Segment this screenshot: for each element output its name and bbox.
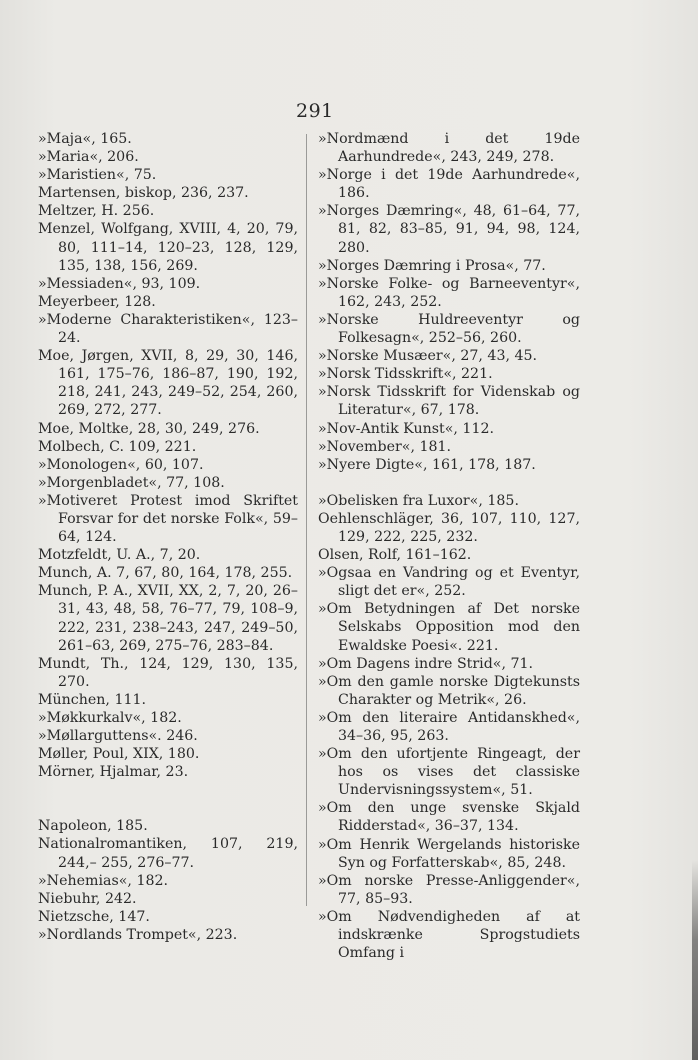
index-entry: Munch, A. 7, 67, 80, 164, 178, 255. [38,565,293,582]
index-entry: »Maja«, 165. [38,131,132,147]
index-entry: Nationalromantiken, 107, 219, 244,– 255, 276–77. [38,836,298,871]
page-number: 291 [296,100,334,122]
index-entry: »Nehemias«, 182. [38,872,169,889]
index-entry: »Nordmænd i det 19de Aarhundrede«, 243, 249, 278. [318,131,580,166]
section-gap [38,781,298,817]
index-entry: »Om norske Presse-Anliggender«, 77, 85–93. [318,872,580,907]
index-entry: »Ogsaa en Vandring og et Eventyr, sligt det er«, 252. [318,565,580,600]
index-entry: Menzel, Wolfgang, XVIII, 4, 20, 79, 80, 111–14, 120–23, 128, 129, 135, 138, 156, 269. [38,221,298,274]
index-entry: Moe, Moltke, 28, 30, 249, 276. [38,420,260,437]
index-entry: »Norske Huldreeventyr og Folkesagn«, 252–56, 260. [318,311,580,347]
index-entry: »Norges Dæmring i Prosa«, 77. [318,257,546,274]
index-entry: »Obelisken fra Luxor«, 185. [318,492,519,509]
index-entry: Niebuhr, 242. [38,890,137,907]
index-entry: »Morgenbladet«, 77, 108. [38,474,225,491]
index-entry: »Maristien«, 75. [38,167,157,184]
index-entry: Mörner, Hjalmar, 23. [38,764,189,781]
column-divider [306,134,307,906]
index-entry: Nietzsche, 147. [38,908,150,925]
index-entry: »Norge i det 19de Aarhundrede«, 186. [318,167,580,202]
section-gap [318,474,580,492]
index-entry: München, 111. [38,691,147,708]
index-column-right [318,130,580,962]
index-entry: »November«, 181. [318,438,452,455]
index-entry: Napoleon, 185. [38,818,148,835]
index-entry: »Møllarguttens«. 246. [38,728,198,745]
index-entry: »Om Henrik Wergelands historiske Syn og Forfatterskab«, 85, 248. [318,836,580,871]
index-entry: Martensen, biskop, 236, 237. [38,185,249,202]
index-entry: »Nyere Digte«, 161, 178, 187. [318,456,536,473]
index-entry: Munch, P. A., XVII, XX, 2, 7, 20, 26–31, 43, 48, 58, 76–77, 79, 108–9, 222, 231, 238–243, 247, 249–50, 261–63, 269, 275–76, 283–84. [38,583,298,654]
index-entry: »Messiaden«, 93, 109. [38,275,201,292]
index-entry: »Norsk Tidsskrift for Videnskab og Literatur«, 67, 178. [318,384,580,419]
index-entry: Molbech, C. 109, 221. [38,438,197,455]
index-entry: »Om Betydningen af Det norske Selskabs Opposition mod den Ewaldske Poesi«. 221. [318,601,580,654]
index-entry: Meyerbeer, 128. [38,293,156,310]
index-entry: Møller, Poul, XIX, 180. [38,746,200,763]
index-entry: »Om den unge svenske Skjald Ridderstad«, 36–37, 134. [318,800,580,835]
index-entry: »Om den ufortjente Ringeagt, der hos os vises det classiske Undervisningssystem«, 51. [318,746,580,799]
index-entry: Oehlenschläger, 36, 107, 110, 127, 129, 222, 225, 232. [318,510,580,545]
index-entry: »Nov-Antik Kunst«, 112. [318,420,495,437]
index-entry: »Om Nødvendigheden af at indskrænke Sprogstudiets Omfang i [318,908,580,962]
index-column-left [38,130,298,944]
index-entry: Moe, Jørgen, XVII, 8, 29, 30, 146, 161, 175–76, 186–87, 190, 192, 218, 241, 243, 249–52, 254, 260, 269, 272, 277. [38,348,298,419]
index-entry: Olsen, Rolf, 161–162. [318,547,472,564]
index-entry: »Monologen«, 60, 107. [38,456,204,473]
page-edge-shadow [692,860,698,1060]
index-entry: »Motiveret Protest imod Skriftet Forsvar for det norske Folk«, 59–64, 124. [38,492,298,546]
index-entry: »Møkkurkalv«, 182. [38,710,182,726]
index-entry: »Moderne Charakteristiken«, 123–24. [38,311,298,347]
index-entry: »Norske Folke- og Barneeventyr«, 162, 243, 252. [318,275,580,310]
index-entry: »Norske Musæer«, 27, 43, 45. [318,348,538,365]
index-entry: »Norges Dæmring«, 48, 61–64, 77, 81, 82, 83–85, 91, 94, 98, 124, 280. [318,203,580,256]
index-entry: Meltzer, H. 256. [38,203,155,220]
index-entry: »Om den literaire Antidanskhed«, 34–36, 95, 263. [318,709,580,744]
index-entry: Motzfeldt, U. A., 7, 20. [38,547,201,564]
index-entry: »Om Dagens indre Strid«, 71. [318,655,534,672]
index-entry: »Norsk Tidsskrift«, 221. [318,366,493,383]
index-entry: »Nordlands Trompet«, 223. [38,926,238,943]
index-entry: »Om den gamle norske Digtekunsts Charakter og Metrik«, 26. [318,673,580,708]
index-entry: »Maria«, 206. [38,149,139,166]
index-entry: Mundt, Th., 124, 129, 130, 135, 270. [38,655,298,690]
